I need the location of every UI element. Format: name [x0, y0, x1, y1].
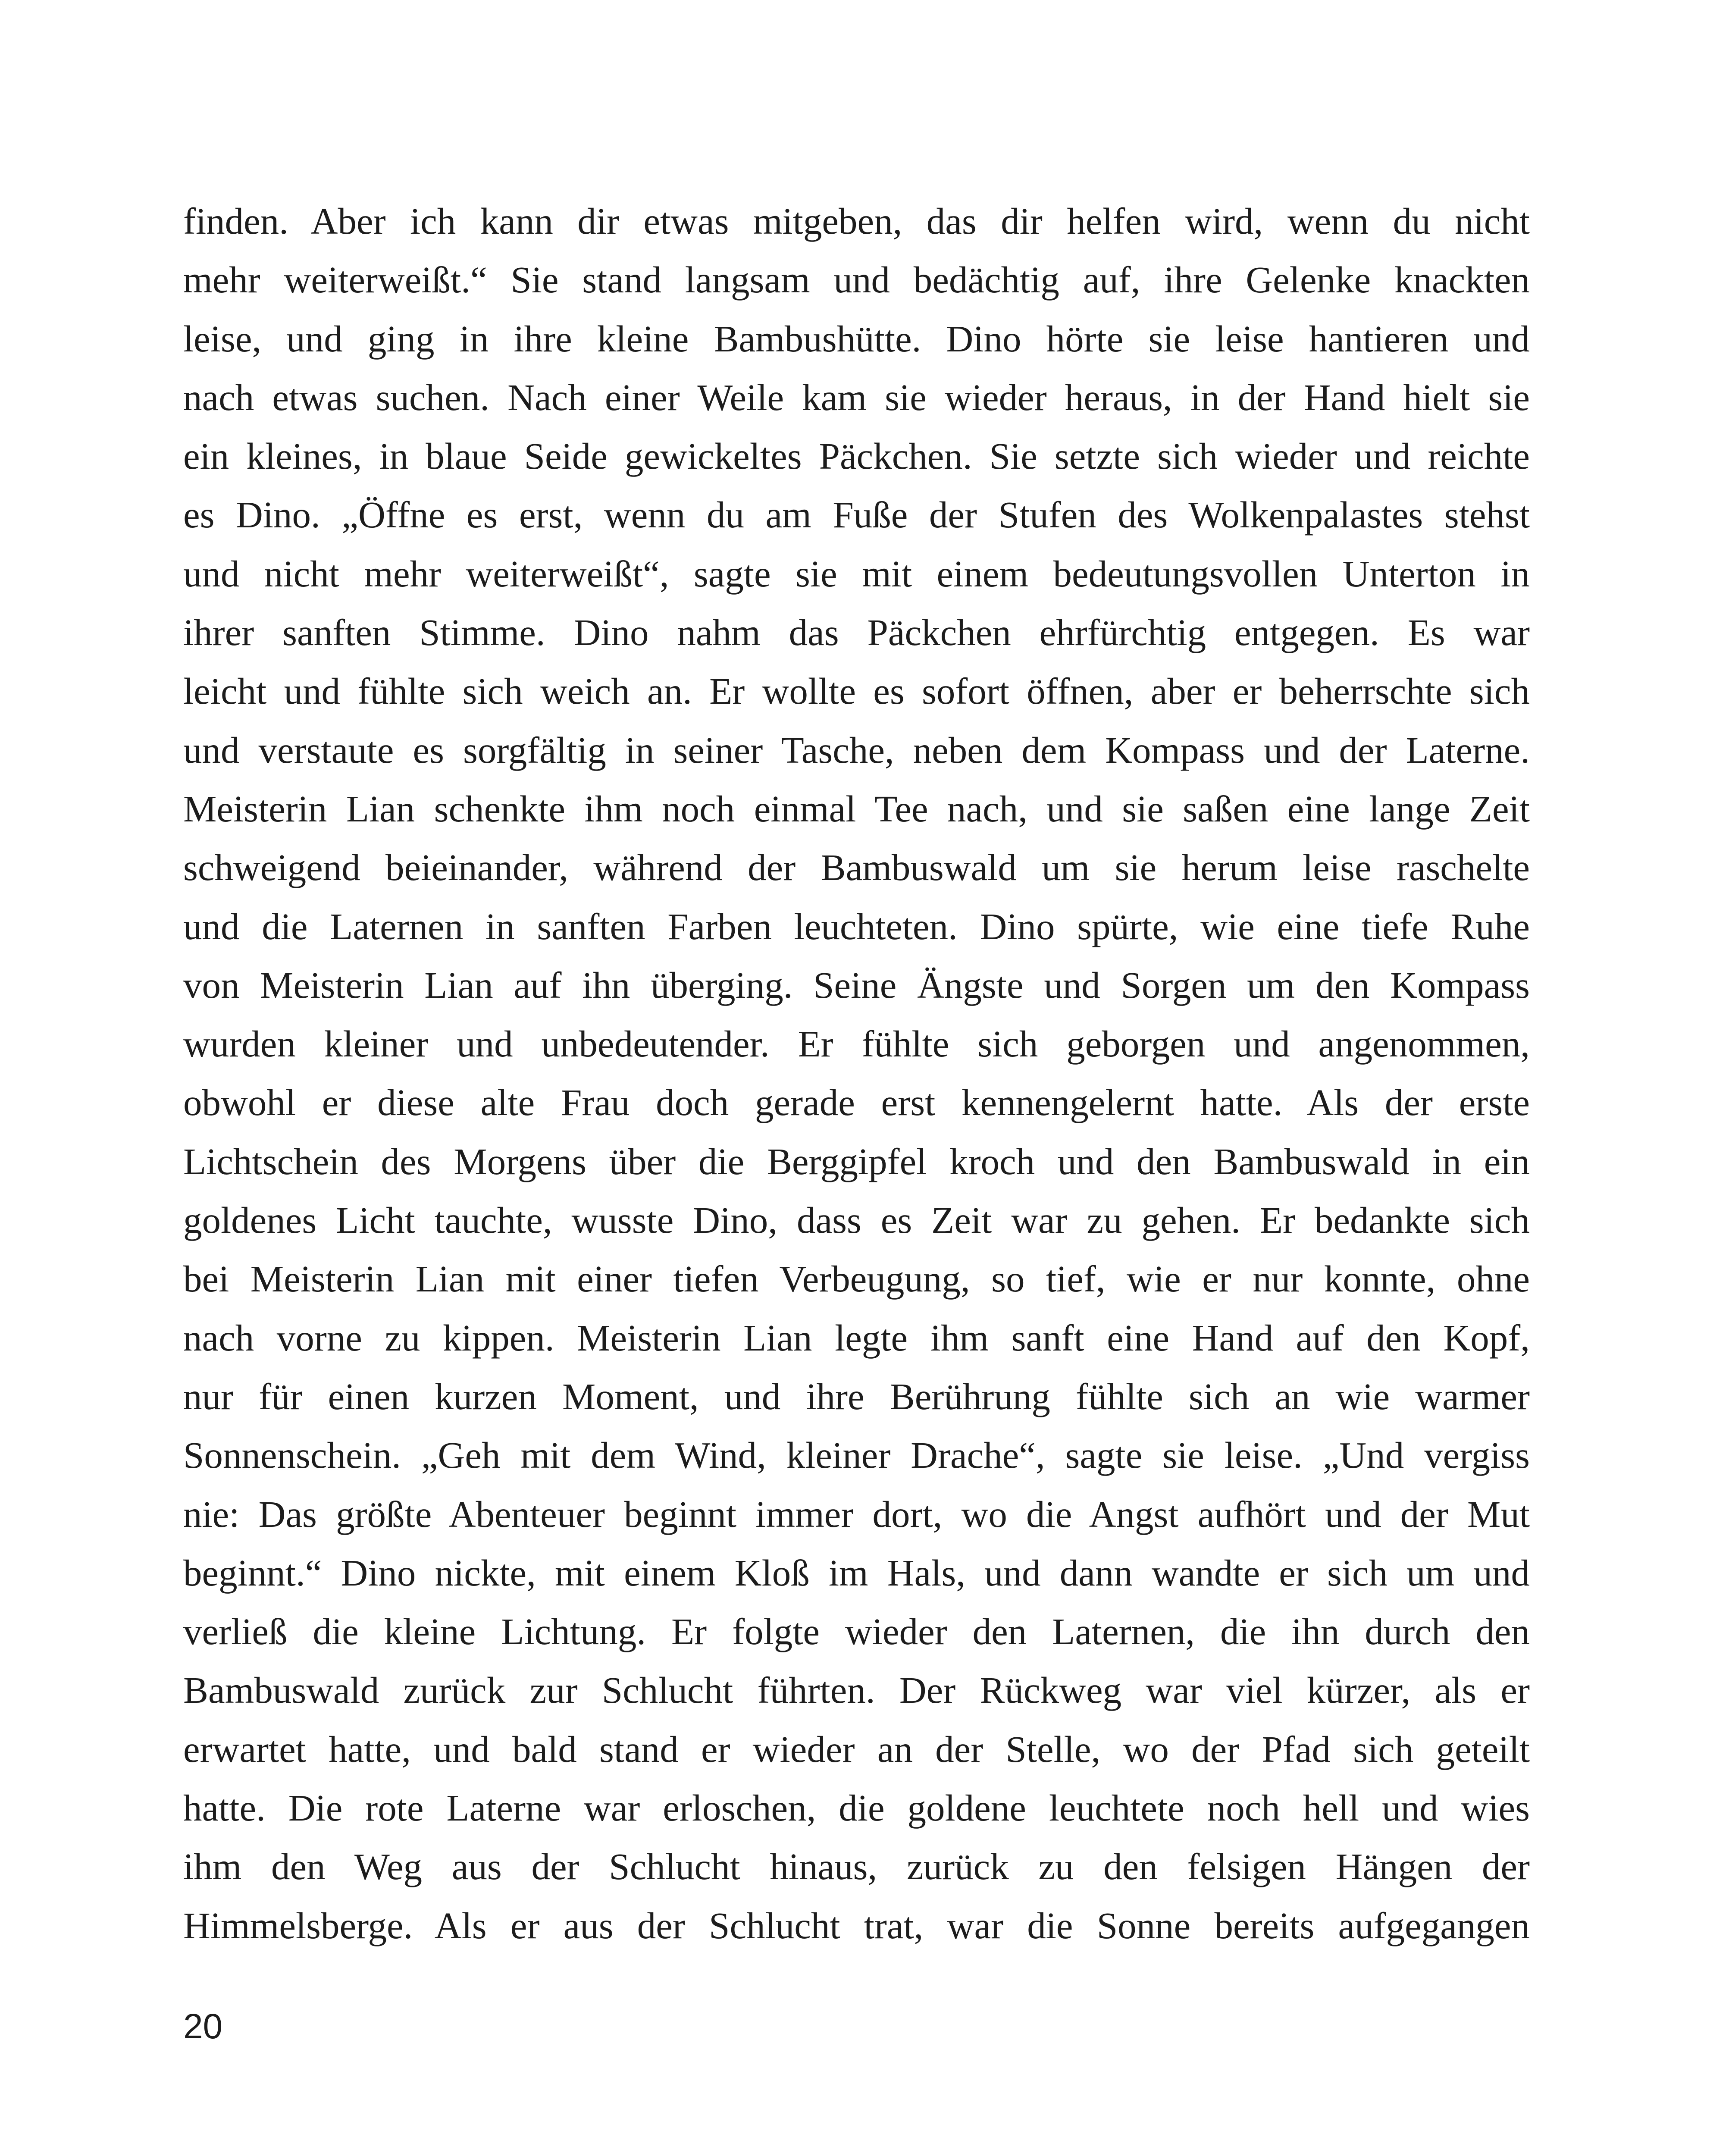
text-line: und verstaute es sorgfältig in seiner Tasche, neben dem Kompass und der Laterne.: [183, 729, 1530, 771]
text-line: leicht und fühlte sich weich an. Er wollte es sofort öffnen, aber er beherrschte sich: [183, 670, 1530, 712]
page-number: 20: [183, 2007, 223, 2046]
text-line: ihrer sanften Stimme. Dino nahm das Päckchen ehrfürchtig entgegen. Es war: [183, 611, 1530, 654]
text-line: obwohl er diese alte Frau doch gerade erst kennengelernt hatte. Als der erste: [183, 1081, 1530, 1124]
text-line: schweigend beieinander, während der Bambuswald um sie herum leise raschelte: [183, 846, 1530, 889]
text-line: und die Laternen in sanften Farben leuchteten. Dino spürte, wie eine tiefe Ruhe: [183, 905, 1530, 947]
text-line: mehr weiterweißt.“ Sie stand langsam und bedächtig auf, ihre Gelenke knackten: [183, 259, 1530, 301]
text-line: nach etwas suchen. Nach einer Weile kam sie wieder heraus, in der Hand hielt sie: [183, 376, 1530, 418]
text-line: erwartet hatte, und bald stand er wieder an der Stelle, wo der Pfad sich geteilt: [183, 1728, 1530, 1770]
text-line: bei Meisterin Lian mit einer tiefen Verbeugung, so tief, wie er nur konnte, ohne: [183, 1258, 1530, 1300]
body-paragraph: [183, 192, 1530, 1955]
text-line: beginnt.“ Dino nickte, mit einem Kloß im Hals, und dann wandte er sich um und: [183, 1551, 1530, 1594]
text-line: nach vorne zu kippen. Meisterin Lian legte ihm sanft eine Hand auf den Kopf,: [183, 1316, 1530, 1359]
text-line: wurden kleiner und unbedeutender. Er fühlte sich geborgen und angenommen,: [183, 1023, 1530, 1065]
text-line: nur für einen kurzen Moment, und ihre Berührung fühlte sich an wie warmer: [183, 1375, 1530, 1417]
text-line: Meisterin Lian schenkte ihm noch einmal Tee nach, und sie saßen eine lange Zeit: [183, 787, 1530, 830]
text-line: goldenes Licht tauchte, wusste Dino, dass es Zeit war zu gehen. Er bedankte sich: [183, 1199, 1530, 1241]
text-line: von Meisterin Lian auf ihn überging. Seine Ängste und Sorgen um den Kompass: [183, 964, 1530, 1006]
text-line: nie: Das größte Abenteuer beginnt immer dort, wo die Angst aufhört und der Mut: [183, 1493, 1530, 1535]
text-line: Bambuswald zurück zur Schlucht führten. Der Rückweg war viel kürzer, als er: [183, 1669, 1530, 1711]
text-line: es Dino. „Öffne es erst, wenn du am Fuße der Stufen des Wolkenpalastes stehst: [183, 494, 1530, 536]
text-line: Lichtschein des Morgens über die Berggipfel kroch und den Bambuswald in ein: [183, 1140, 1530, 1182]
text-line: ihm den Weg aus der Schlucht hinaus, zurück zu den felsigen Hängen der: [183, 1846, 1530, 1888]
text-line: Sonnenschein. „Geh mit dem Wind, kleiner Drache“, sagte sie leise. „Und vergiss: [183, 1434, 1530, 1476]
text-line: finden. Aber ich kann dir etwas mitgeben, das dir helfen wird, wenn du nicht: [183, 200, 1530, 242]
text-line: verließ die kleine Lichtung. Er folgte wieder den Laternen, die ihn durch den: [183, 1611, 1530, 1653]
text-line: ein kleines, in blaue Seide gewickeltes Päckchen. Sie setzte sich wieder und reichte: [183, 435, 1530, 477]
text-line: und nicht mehr weiterweißt“, sagte sie mit einem bedeutungsvollen Unterton in: [183, 552, 1530, 595]
text-line: Himmelsberge. Als er aus der Schlucht trat, war die Sonne bereits aufgegangen: [183, 1904, 1530, 1946]
text-line: leise, und ging in ihre kleine Bambushütte. Dino hörte sie leise hantieren und: [183, 317, 1530, 360]
text-line: hatte. Die rote Laterne war erloschen, die goldene leuchtete noch hell und wies: [183, 1787, 1530, 1829]
